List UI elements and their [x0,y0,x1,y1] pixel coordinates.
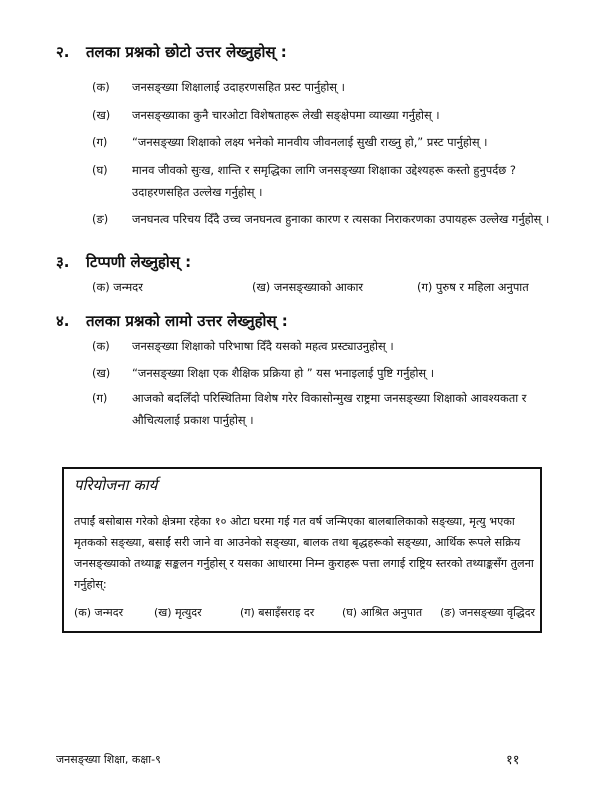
project-item: (ख) मृत्युदर [154,606,202,619]
question-3-title: टिप्पणी लेख्नुहोस् : [86,253,192,271]
item-text: जनसङ्ख्या शिक्षाको परिभाषा दिँदै यसको महत्व प्रस्ट्याउनुहोस् । [132,339,394,353]
question-3-number: ३. [56,253,70,271]
question-2-heading [56,42,287,62]
question-4-item-ka [92,335,562,357]
project-item: (क) जन्मदर [74,606,124,619]
question-4-item-ga [92,387,562,431]
item-text: जनसङ्ख्याका कुनै चारओटा विशेषताहरू लेखी सङ्क्षेपमा व्याख्या गर्नुहोस् । [132,108,440,122]
question-2-number: २. [56,43,70,61]
question-4-title: तलका प्रश्नको लामो उत्तर लेख्नुहोस् : [86,312,288,330]
question-2-item-gha [92,159,562,203]
question-4-heading [56,311,288,331]
note-item: (क) जन्मदर [92,280,143,294]
note-item: (ख) जनसङ्ख्याको आकार [252,280,364,294]
item-text: जनघनत्व परिचय दिँदै उच्च जनघनत्व हुनाका कारण र त्यसका निराकरणका उपायहरू उल्लेख गर्नुहोस् । [132,212,550,226]
item-label: (ङ) [92,212,109,226]
item-label: (क) [92,339,110,353]
note-item: (ग) पुरुष र महिला अनुपात [417,280,529,294]
item-text: “जनसङ्ख्या शिक्षा एक शैक्षिक प्रक्रिया हो ” यस भनाइलाई पुष्टि गर्नुहोस् । [132,366,435,380]
page-number: ११ [506,753,520,768]
item-label: (ख) [92,108,111,122]
item-text: जनसङ्ख्या शिक्षालाई उदाहरणसहित प्रस्ट पार्नुहोस् । [132,80,345,94]
question-2-title: तलका प्रश्नको छोटो उत्तर लेख्नुहोस् : [86,43,287,61]
item-text: “जनसङ्ख्या शिक्षाको लक्ष्य भनेको मानवीय जीवनलाई सुखी राख्नु हो,” प्रस्ट पार्नुहोस् । [132,135,488,149]
question-2-item-kha [92,104,562,126]
question-4-number: ४. [56,312,70,330]
project-items [74,605,538,623]
question-2-item-nga [92,208,562,230]
project-title: परियोजना कार्य [74,476,158,494]
question-2-item-ka [92,76,562,98]
question-3-notes [92,280,562,300]
project-item: (ग) बसाइँसराइ दर [240,606,315,619]
project-item: (घ) आश्रित अनुपात [342,606,423,619]
question-3-heading [56,252,191,272]
project-item: (ङ) जनसङ्ख्या वृद्धिदर [440,606,536,619]
item-label: (घ) [92,163,108,177]
item-text: मानव जीवको सुःख, शान्ति र समृद्धिका लागि जनसङ्ख्या शिक्षाका उद्देश्यहरू कस्तो हुनुपर्दछ ? उदाहरणसहित उल्लेख गर्नुहोस् । [132,163,516,199]
item-label: (ख) [92,366,111,380]
project-description: तपाईं बसोबास गरेको क्षेत्रमा रहेका १० ओटा घरमा गई गत वर्ष जन्मिएका बालबालिकाको सङ्ख्या, मृत्यु भएका मृतकको सङ्ख्या, बसाईं सरी जाने वा आउनेको सङ्ख्या, बालक तथा बृद्धहरूको सङ्ख्या, आर्थिक रूपले सक्रिय जनसङ्ख्याको तथ्याङ्क सङ्कलन गर्नुहोस् र यसका आधारमा निम्न कुराहरू पत्ता लगाई राष्ट्रिय स्तरको तथ्याङ्कसँग तुलना गर्नुहोस्: [74,515,534,591]
question-2-item-ga [92,131,562,153]
item-label: (क) [92,80,110,94]
item-text: आजको बदलिँदो परिस्थितिमा विशेष गरेर विकासोन्मुख राष्ट्रमा जनसङ्ख्या शिक्षाको आवश्यकता र औचित्यलाई प्रकाश पार्नुहोस् । [132,391,527,427]
item-label: (ग) [92,135,108,149]
item-label: (ग) [92,391,108,405]
question-4-item-kha [92,362,562,384]
footer-book-title: जनसङ्ख्या शिक्षा, कक्षा-९ [56,753,161,766]
project-work-box [62,467,542,633]
